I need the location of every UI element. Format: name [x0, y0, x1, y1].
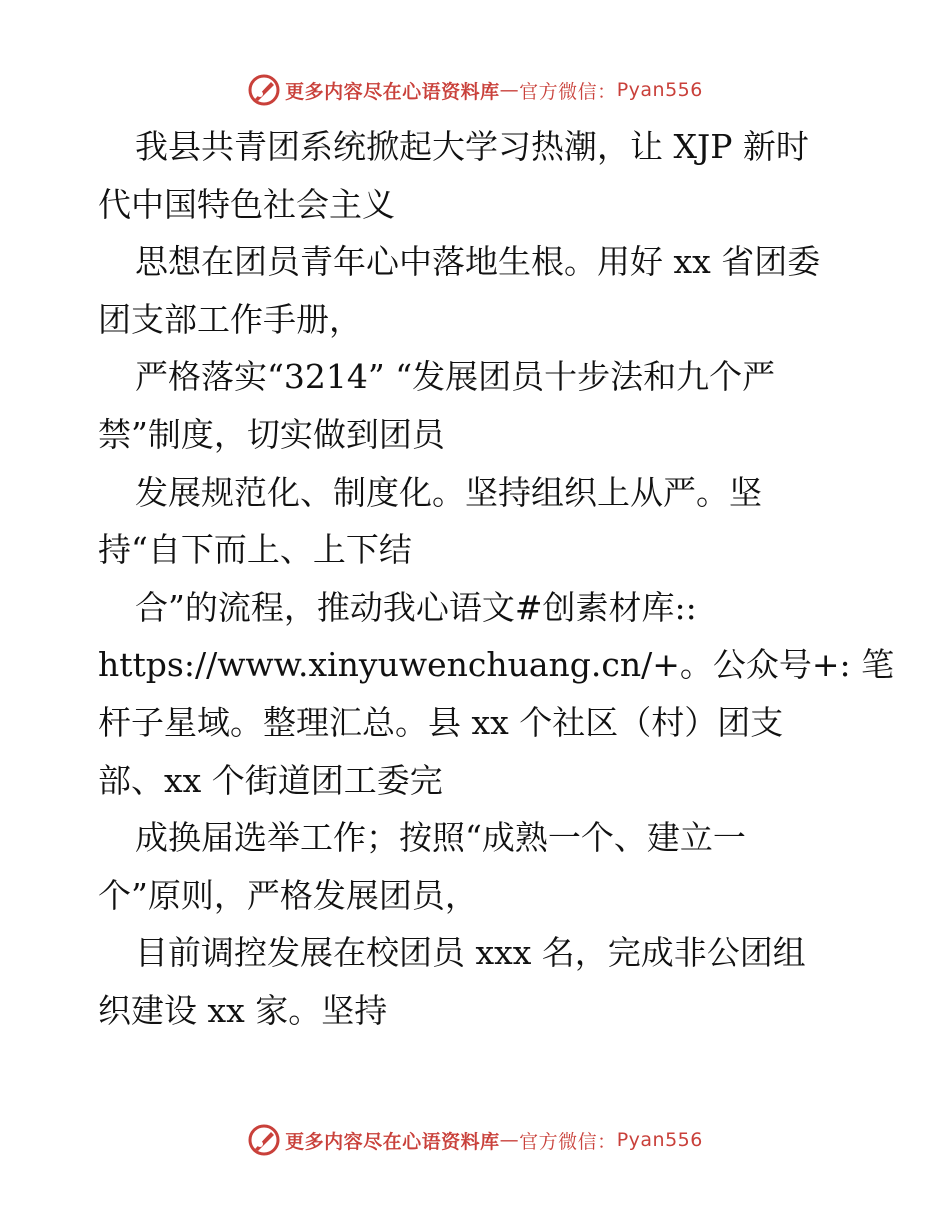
banner-official-label: 官方微信： [519, 80, 617, 103]
banner-separator: — [499, 79, 520, 101]
banner-account: Pyan556 [616, 1129, 703, 1151]
body-line: 杆子星域。整理汇总。县 xx 个社区（村）团支 [98, 702, 784, 742]
body-line: 严格落实“3214” “发展团员十步法和九个严 [135, 357, 776, 397]
body-line: 我县共青团系统掀起大学习热潮，让 XJP 新时 [135, 127, 809, 166]
body-line: 合”的流程，推动我心语文#创素材库:: [135, 587, 697, 627]
body-line: 持“自下而上、上下结 [98, 530, 412, 570]
document-body [98, 118, 895, 1040]
footer-banner [0, 1120, 950, 1160]
banner-main-text: 更多内容尽在心语资料库 [285, 1130, 500, 1153]
body-line: 目前调控发展在校团员 xxx 名，完成非公团组 [135, 933, 806, 973]
body-line: 部、xx 个街道团工委完 [98, 760, 443, 800]
body-line: 思想在团员青年心中落地生根。用好 xx 省团委 [135, 242, 821, 282]
body-line: 成换届选举工作；按照“成熟一个、建立一 [135, 818, 746, 858]
banner-separator: — [499, 1129, 520, 1151]
quill-seal-icon [247, 1123, 281, 1157]
banner-account: Pyan556 [616, 79, 703, 101]
header-banner [0, 70, 950, 110]
body-line: 团支部工作手册， [98, 299, 362, 339]
body-line: 织建设 xx 家。坚持 [98, 990, 388, 1030]
body-line: 发展规范化、制度化。坚持组织上从严。坚 [135, 472, 762, 512]
banner-official-label: 官方微信： [519, 1130, 617, 1153]
body-line: 个”原则，严格发展团员， [98, 875, 478, 915]
body-line: 代中国特色社会主义 [98, 184, 395, 224]
quill-seal-icon [247, 73, 281, 107]
body-line: 禁”制度，切实做到团员 [98, 414, 445, 454]
banner-main-text: 更多内容尽在心语资料库 [285, 80, 500, 103]
body-line: https://www.xinyuwenchuang.cn/+。公众号+: 笔 [98, 645, 895, 685]
